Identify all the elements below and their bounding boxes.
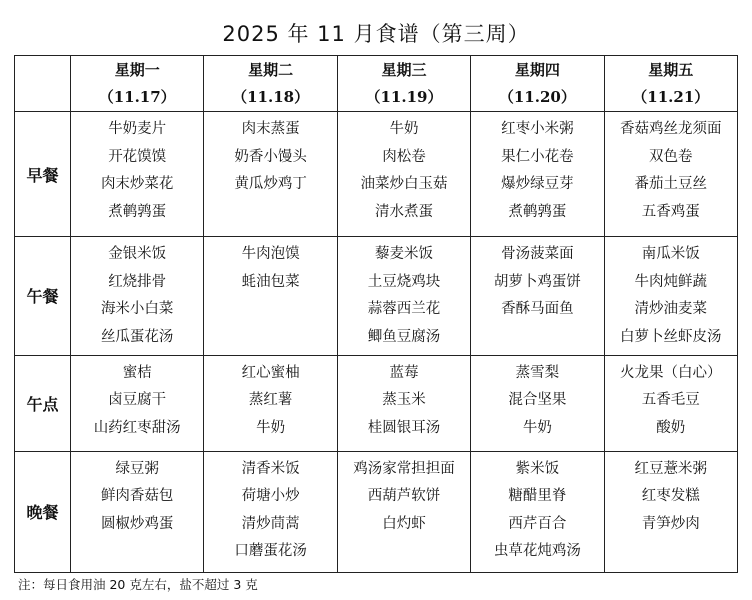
menu-cell xyxy=(471,451,604,572)
dish-item: 蓝莓 xyxy=(389,364,419,381)
day-name: 星期一 xyxy=(114,60,160,79)
dish-item: 爆炒绿豆芽 xyxy=(501,176,574,193)
dish-item: 糖醋里脊 xyxy=(508,488,567,505)
menu-cell xyxy=(471,237,604,355)
dish-item: 土豆烧鸡块 xyxy=(367,273,441,290)
dish-item: 红心蜜柚 xyxy=(241,364,300,381)
header-row xyxy=(15,56,738,112)
menu-cell xyxy=(204,451,337,572)
meal-label: 午点 xyxy=(15,355,71,451)
dish-item: 荷塘小炒 xyxy=(241,488,300,505)
dish-item: 南瓜米饭 xyxy=(641,246,700,263)
dish-item: 黄瓜炒鸡丁 xyxy=(234,176,307,193)
dish-item: 煮鹌鹑蛋 xyxy=(108,203,167,220)
dish-item: 清香米饭 xyxy=(241,460,300,477)
dish-item: 蒸玉米 xyxy=(382,392,426,409)
dish-item: 红烧排骨 xyxy=(108,273,167,290)
dish-item: 果仁小花卷 xyxy=(501,148,574,165)
dish-item: 金银米饭 xyxy=(108,246,167,263)
dish-item: 混合坚果 xyxy=(508,392,567,409)
meal-label: 晚餐 xyxy=(15,451,71,572)
meal-row xyxy=(15,355,738,451)
menu-cell xyxy=(604,112,737,237)
day-header xyxy=(337,56,470,112)
dish-item: 香酥马面鱼 xyxy=(501,301,574,318)
dish-item: 红枣小米粥 xyxy=(501,121,574,138)
day-header xyxy=(604,56,737,112)
day-header xyxy=(71,56,204,112)
day-header xyxy=(204,56,337,112)
dish-item: 牛奶 xyxy=(389,121,419,138)
dish-item: 青笋炒肉 xyxy=(641,515,700,532)
menu-cell xyxy=(204,355,337,451)
meal-row xyxy=(15,451,738,572)
dish-item: 肉末蒸蛋 xyxy=(241,121,300,138)
day-name: 星期二 xyxy=(248,60,294,79)
dish-item: 西芹百合 xyxy=(508,515,567,532)
dish-item: 桂圆银耳汤 xyxy=(367,419,441,436)
dish-item: 牛奶 xyxy=(256,419,286,436)
day-date: （11.19） xyxy=(365,87,443,106)
dish-item: 香菇鸡丝龙须面 xyxy=(620,121,722,138)
day-date: （11.21） xyxy=(632,87,710,106)
menu-cell xyxy=(204,112,337,237)
dish-item: 清水煮蛋 xyxy=(374,203,433,220)
dish-item: 蒸红薯 xyxy=(248,392,293,409)
dish-item: 开花馍馍 xyxy=(108,148,167,165)
dish-item: 双色卷 xyxy=(649,148,693,165)
meal-label: 午餐 xyxy=(15,237,71,355)
dish-item: 火龙果（白心） xyxy=(620,364,722,381)
day-name: 星期三 xyxy=(381,60,427,79)
dish-item: 海米小白菜 xyxy=(100,301,174,318)
dish-item: 绿豆粥 xyxy=(115,460,159,477)
menu-cell xyxy=(71,355,204,451)
dish-item: 酸奶 xyxy=(656,419,686,436)
menu-cell xyxy=(604,355,737,451)
meal-row xyxy=(15,237,738,355)
menu-cell xyxy=(604,237,737,355)
dish-item: 五香毛豆 xyxy=(641,392,700,409)
dish-item: 蜜桔 xyxy=(122,364,152,381)
menu-cell xyxy=(604,451,737,572)
meal-label: 早餐 xyxy=(15,112,71,237)
dish-item: 油菜炒白玉菇 xyxy=(360,176,448,193)
menu-cell xyxy=(71,451,204,572)
dish-item: 藜麦米饭 xyxy=(374,246,433,263)
dish-item: 清炒茼蒿 xyxy=(241,515,300,532)
dish-item: 肉末炒菜花 xyxy=(100,176,174,193)
corner-cell xyxy=(15,56,71,112)
dish-item: 白萝卜丝虾皮汤 xyxy=(620,328,722,345)
dish-item: 紫米饭 xyxy=(515,460,560,477)
dish-item: 五香鸡蛋 xyxy=(641,203,700,220)
footnote: 注：每日食用油 20 克左右，盐不超过 3 克 xyxy=(18,577,258,592)
dish-item: 鲫鱼豆腐汤 xyxy=(367,328,441,345)
dish-item: 牛奶麦片 xyxy=(108,121,167,138)
dish-item: 骨汤菠菜面 xyxy=(501,246,574,263)
menu-table xyxy=(14,55,738,573)
dish-item: 圆椒炒鸡蛋 xyxy=(100,515,174,532)
dish-item: 西葫芦软饼 xyxy=(367,488,441,505)
dish-item: 虫草花炖鸡汤 xyxy=(493,543,581,560)
menu-cell xyxy=(204,237,337,355)
dish-item: 蒸雪梨 xyxy=(515,364,560,381)
menu-cell xyxy=(471,355,604,451)
dish-item: 煮鹌鹑蛋 xyxy=(508,203,567,220)
dish-item: 红枣发糕 xyxy=(641,488,700,505)
dish-item: 红豆薏米粥 xyxy=(634,460,708,477)
dish-item: 牛肉炖鲜蔬 xyxy=(634,273,708,290)
dish-item: 白灼虾 xyxy=(382,515,426,532)
day-header xyxy=(471,56,604,112)
meal-row xyxy=(15,112,738,237)
dish-item: 鲜肉香菇包 xyxy=(100,488,174,505)
day-date: （11.18） xyxy=(232,87,310,106)
dish-item: 鸡汤家常担担面 xyxy=(353,460,455,477)
menu-cell xyxy=(471,112,604,237)
dish-item: 牛奶 xyxy=(522,419,552,436)
menu-cell xyxy=(337,355,470,451)
menu-cell xyxy=(71,112,204,237)
menu-cell xyxy=(337,112,470,237)
dish-item: 番茄土豆丝 xyxy=(634,176,708,193)
day-name: 星期五 xyxy=(648,60,694,79)
dish-item: 丝瓜蛋花汤 xyxy=(100,328,174,345)
dish-item: 肉松卷 xyxy=(382,148,426,165)
dish-item: 口蘑蛋花汤 xyxy=(234,543,307,560)
menu-cell xyxy=(71,237,204,355)
dish-item: 蚝油包菜 xyxy=(241,273,300,290)
day-date: （11.20） xyxy=(498,87,576,106)
menu-cell xyxy=(337,237,470,355)
dish-item: 牛肉泡馍 xyxy=(241,246,300,263)
dish-item: 山药红枣甜汤 xyxy=(93,419,181,436)
dish-item: 胡萝卜鸡蛋饼 xyxy=(493,273,581,290)
dish-item: 清炒油麦菜 xyxy=(634,301,708,318)
dish-item: 卤豆腐干 xyxy=(108,392,167,409)
dish-item: 蒜蓉西兰花 xyxy=(367,301,441,318)
dish-item: 奶香小馒头 xyxy=(234,148,307,165)
page-title: 2025 年 11 月食谱（第三周） xyxy=(222,22,530,46)
menu-cell xyxy=(337,451,470,572)
day-name: 星期四 xyxy=(514,60,560,79)
day-date: （11.17） xyxy=(98,87,176,106)
